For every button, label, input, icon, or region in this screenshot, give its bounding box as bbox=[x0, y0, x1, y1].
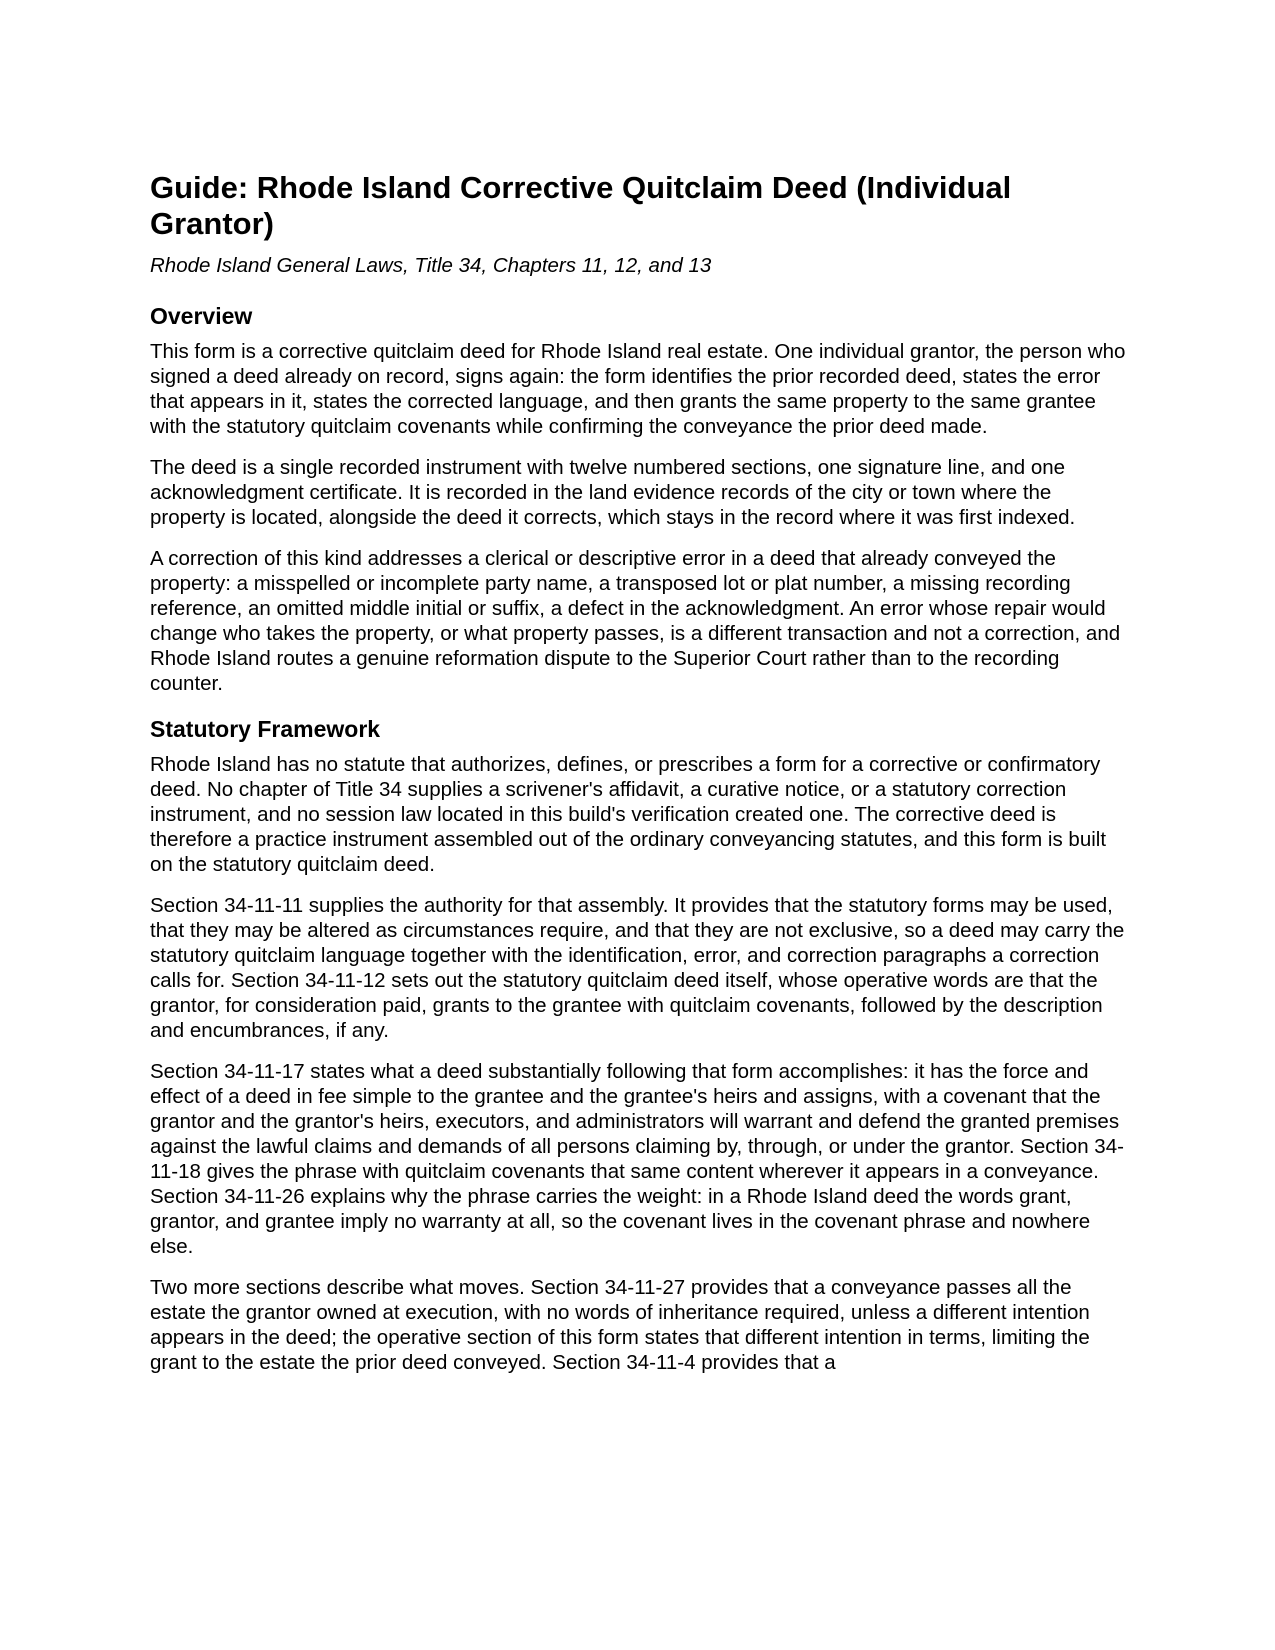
framework-paragraph-4: Two more sections describe what moves. Section 34-11-27 provides that a conveyance passes all the estate the grantor owned at execution, with no words of inheritance required, unless a different intention appears in the deed; the operative section of this form states that different intention in terms, limiting the grant to the estate the prior deed conveyed. Section 34-11-4 provides that a bbox=[150, 1276, 1090, 1374]
overview-paragraph-1: This form is a corrective quitclaim deed for Rhode Island real estate. One individual grantor, the person who signed a deed already on record, signs again: the form identifies the prior recorded deed, states the error that appears in it, states the corrected language, and then grants the same property to the same grantee with the statutory quitclaim covenants while confirming the conveyance the prior deed made. bbox=[150, 340, 1126, 438]
section-heading-statutory-framework: Statutory Framework bbox=[150, 716, 381, 742]
overview-paragraph-2: The deed is a single recorded instrument with twelve numbered sections, one signature line, and one acknowledgment certificate. It is recorded in the land evidence records of the city or town where the property is located, alongside the deed it corrects, which stays in the record where it was first indexed. bbox=[150, 456, 1076, 529]
section-heading-overview: Overview bbox=[150, 303, 253, 329]
overview-paragraph-3: A correction of this kind addresses a clerical or descriptive error in a deed that already conveyed the property: a misspelled or incomplete party name, a transposed lot or plat number, a missing recording reference, an omitted middle initial or suffix, a defect in the acknowledgment. An error whose repair would change who takes the property, or what property passes, is a different transaction and not a correction, and Rhode Island routes a genuine reformation dispute to the Superior Court rather than to the recording counter. bbox=[150, 547, 1121, 695]
framework-paragraph-1: Rhode Island has no statute that authorizes, defines, or prescribes a form for a corrective or confirmatory deed. No chapter of Title 34 supplies a scrivener's affidavit, a curative notice, or a statutory correction instrument, and no session law located in this build's verification created one. The corrective deed is therefore a practice instrument assembled out of the ordinary conveyancing statutes, and this form is built on the statutory quitclaim deed. bbox=[150, 753, 1107, 876]
page-title: Guide: Rhode Island Corrective Quitclaim Deed (Individual Grantor) bbox=[150, 170, 1012, 241]
page-subtitle: Rhode Island General Laws, Title 34, Chapters 11, 12, and 13 bbox=[150, 254, 712, 277]
framework-paragraph-2: Section 34-11-11 supplies the authority for that assembly. It provides that the statutory forms may be used, that they may be altered as circumstances require, and that they are not exclusive, so a deed may carry the statutory quitclaim language together with the identification, error, and correction paragraphs a correction calls for. Section 34-11-12 sets out the statutory quitclaim deed itself, whose operative words are that the grantor, for consideration paid, grants to the grantee with quitclaim covenants, followed by the description and encumbrances, if any. bbox=[150, 894, 1125, 1042]
document-page bbox=[150, 170, 1130, 1375]
framework-paragraph-3: Section 34-11-17 states what a deed substantially following that form accomplishes: it has the force and effect of a deed in fee simple to the grantee and the grantee's heirs and assigns, with a covenant that the grantor and the grantor's heirs, executors, and administrators will warrant and defend the granted premises against the lawful claims and demands of all persons claiming by, through, or under the grantor. Section 34-11-18 gives the phrase with quitclaim covenants that same content wherever it appears in a conveyance. Section 34-11-26 explains why the phrase carries the weight: in a Rhode Island deed the words grant, grantor, and grantee imply no warranty at all, so the covenant lives in the covenant phrase and nowhere else. bbox=[150, 1060, 1124, 1258]
